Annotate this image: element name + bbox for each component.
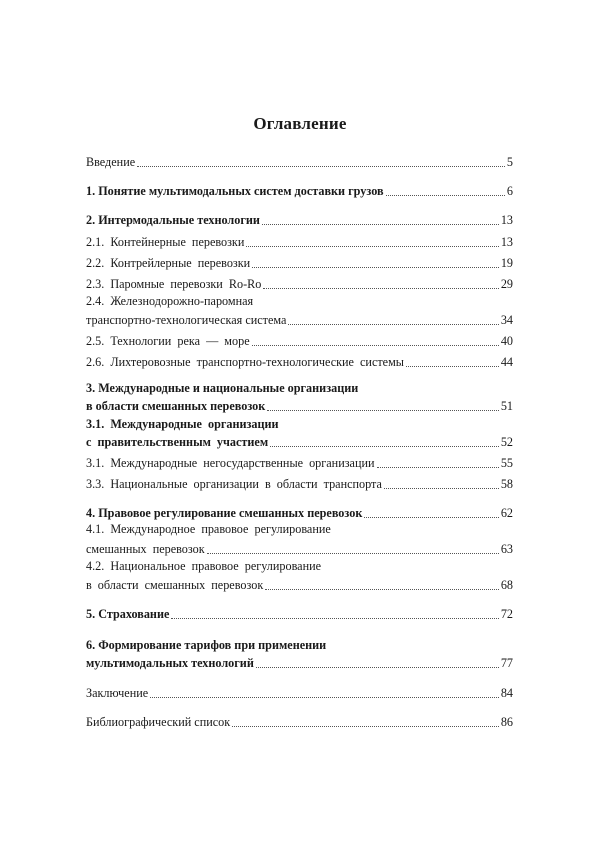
- toc-entry-bibliography[interactable]: [86, 712, 513, 730]
- toc-entry-label: мультимодальных технологий: [86, 656, 254, 670]
- toc-page-number: 63: [500, 542, 513, 556]
- toc-entry-chapter-6[interactable]: [86, 653, 513, 671]
- toc-page-number: 13: [500, 235, 513, 249]
- dot-leader: [150, 697, 499, 698]
- dot-leader: [232, 726, 499, 727]
- toc-entry-section-2-4-line1: 2.4. Железнодорожно-паромная: [86, 294, 254, 308]
- toc-entry-label: в области смешанных перевозок: [86, 399, 266, 413]
- toc-entry-section-2-1[interactable]: [86, 232, 513, 250]
- toc-entry-label: 2.3. Паромные перевозки Ro-Ro: [86, 277, 262, 291]
- toc-page-number: 29: [500, 277, 513, 291]
- toc-entry-section-3-1-nongov[interactable]: [86, 453, 513, 471]
- toc-entry-section-2-4[interactable]: [86, 310, 513, 328]
- toc-entry-section-3-3[interactable]: [86, 474, 513, 492]
- toc-page-number: 13: [500, 213, 513, 227]
- toc-entry-label: 1. Понятие мультимодальных систем доставки грузов: [86, 184, 384, 198]
- toc-entry-label: смешанных перевозок: [86, 542, 205, 556]
- toc-entry-label: 3.1. Международные негосударственные организации: [86, 456, 375, 470]
- toc-entry-label: 2.1. Контейнерные перевозки: [86, 235, 245, 249]
- dot-leader: [267, 410, 499, 411]
- toc-page-number: 40: [500, 334, 513, 348]
- page-title: Оглавление: [253, 114, 347, 133]
- toc-entry-chapter-1[interactable]: [86, 181, 513, 199]
- dot-leader: [207, 553, 499, 554]
- toc-entry-section-4-1-line1: 4.1. Международное правовое регулирование: [86, 522, 331, 536]
- toc-entry-label: 2.2. Контрейлерные перевозки: [86, 256, 251, 270]
- dot-leader: [263, 288, 498, 289]
- toc-page-number: 19: [500, 256, 513, 270]
- toc-page-number: 51: [500, 399, 513, 413]
- dot-leader: [252, 345, 499, 346]
- toc-entry-section-4-1[interactable]: [86, 539, 513, 557]
- toc-page-number: 86: [500, 715, 513, 729]
- dot-leader: [265, 589, 499, 590]
- toc-page-number: 34: [500, 313, 513, 327]
- dot-leader: [406, 366, 499, 367]
- toc-entry-conclusion[interactable]: [86, 683, 513, 701]
- dot-leader: [262, 224, 499, 225]
- toc-entry-label: Заключение: [86, 686, 149, 700]
- toc-entry-section-2-2[interactable]: [86, 253, 513, 271]
- toc-entry-chapter-4[interactable]: [86, 503, 513, 521]
- toc-page-number: 44: [500, 355, 513, 369]
- dot-leader: [270, 446, 499, 447]
- toc-entry-label: 4. Правовое регулирование смешанных перевозок: [86, 506, 363, 520]
- toc-entry-section-2-6[interactable]: [86, 352, 513, 370]
- toc-entry-label: 2. Интермодальные технологии: [86, 213, 260, 227]
- toc-entry-chapter-2[interactable]: [86, 210, 513, 228]
- toc-entry-chapter-3-line1: 3. Международные и национальные организации: [86, 381, 359, 395]
- dot-leader: [252, 267, 499, 268]
- toc-entry-chapter-6-line1: 6. Формирование тарифов при применении: [86, 638, 327, 652]
- toc-page-number: 55: [500, 456, 513, 470]
- toc-entry-section-3-1-line1: 3.1. Международные организации: [86, 417, 279, 431]
- toc-page-number: 84: [500, 686, 513, 700]
- toc-entry-label: в области смешанных перевозок: [86, 578, 264, 592]
- toc-page-number: 72: [500, 607, 513, 621]
- dot-leader: [384, 488, 499, 489]
- toc-entry-label: 2.6. Лихтеровозные транспортно-технологические системы: [86, 355, 404, 369]
- dot-leader: [137, 166, 505, 167]
- toc-page-number: 77: [500, 656, 513, 670]
- dot-leader: [256, 667, 499, 668]
- toc-entry-section-4-2[interactable]: [86, 575, 513, 593]
- toc-entry-section-4-2-line1: 4.2. Национальное правовое регулирование: [86, 559, 322, 573]
- toc-entry-label: с правительственным участием: [86, 435, 269, 449]
- toc-entry-label: 3.3. Национальные организации в области транспорта: [86, 477, 382, 491]
- toc-entry-label: 5. Страхование: [86, 607, 170, 621]
- toc-entry-chapter-5[interactable]: [86, 604, 513, 622]
- toc-entry-label: транспортно-технологическая система: [86, 313, 287, 327]
- toc-entry-label: Библиографический список: [86, 715, 231, 729]
- toc-entry-intro[interactable]: [86, 152, 513, 170]
- toc-page-number: 58: [500, 477, 513, 491]
- dot-leader: [386, 195, 505, 196]
- toc-entry-label: 2.5. Технологии река — море: [86, 334, 250, 348]
- toc-page-number: 52: [500, 435, 513, 449]
- table-of-contents: [86, 0, 513, 851]
- dot-leader: [288, 324, 498, 325]
- dot-leader: [364, 517, 498, 518]
- toc-entry-chapter-3[interactable]: [86, 396, 513, 414]
- dot-leader: [377, 467, 499, 468]
- toc-page-number: 68: [500, 578, 513, 592]
- toc-page-number: 6: [506, 184, 513, 198]
- toc-entry-section-2-3[interactable]: [86, 274, 513, 292]
- dot-leader: [171, 618, 498, 619]
- toc-entry-section-3-1[interactable]: [86, 432, 513, 450]
- toc-entry-section-2-5[interactable]: [86, 331, 513, 349]
- toc-entry-label: Введение: [86, 155, 136, 169]
- toc-page-number: 62: [500, 506, 513, 520]
- dot-leader: [246, 246, 498, 247]
- toc-page-number: 5: [506, 155, 513, 169]
